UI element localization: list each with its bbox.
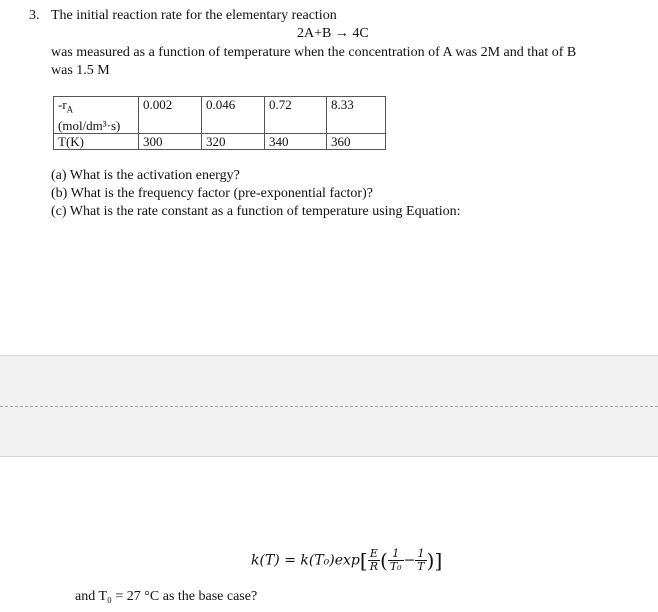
table-cell: 340 [265,133,327,149]
e-over-r: $\frac{E}{R}$ [369,547,378,573]
question-intro: The initial reaction rate for the elementary reaction [51,8,337,23]
rate-header-cell [54,97,139,134]
measured-text-line2: was 1.5 M [51,63,110,78]
measured-text-line1: was measured as a function of temperature when the concentration of A was 2M and that of B [51,45,577,60]
table-cell: 320 [202,133,265,149]
table-row-rate [54,97,386,134]
table-cell: 300 [139,133,202,149]
base-case-text: and T₀ = 27 °C as the base case? [75,589,258,604]
question-number: 3. [29,8,40,23]
table-cell: 0.046 [202,97,265,134]
right-bracket: ] [434,548,443,573]
rate-label: $-r_A$ [58,97,74,115]
rate-constant-equation [251,548,442,573]
right-paren: ) [426,548,435,573]
left-bracket: [ [359,548,368,573]
temp-header-cell: T(K) [54,133,139,149]
one-over-t: $\frac{1}{T}$ [417,547,425,573]
equation-equals: = [284,552,296,569]
page-break-line [0,406,658,407]
rate-temperature-table [53,96,386,150]
rate-units: (mol/dm³·s) [58,117,121,133]
table-cell: 0.002 [139,97,202,134]
reaction-equation: 2A+B → 4C [297,26,369,41]
table-cell: 360 [327,133,386,149]
table-row-temp [54,133,386,149]
equation-lhs: k(T) [251,552,280,569]
part-a: (a) What is the activation energy? [51,168,240,183]
equation-k0-exp: k(T₀)exp [300,552,360,569]
part-b: (b) What is the frequency factor (pre-exponential factor)? [51,186,373,201]
equation-minus: − [403,552,416,569]
part-c: (c) What is the rate constant as a function of temperature using Equation: [51,204,461,219]
table-cell: 8.33 [327,97,386,134]
left-paren: ( [380,548,388,573]
one-over-t0: $\frac{1}{\text{T₀}}$ [389,547,402,573]
table-cell: 0.72 [265,97,327,134]
